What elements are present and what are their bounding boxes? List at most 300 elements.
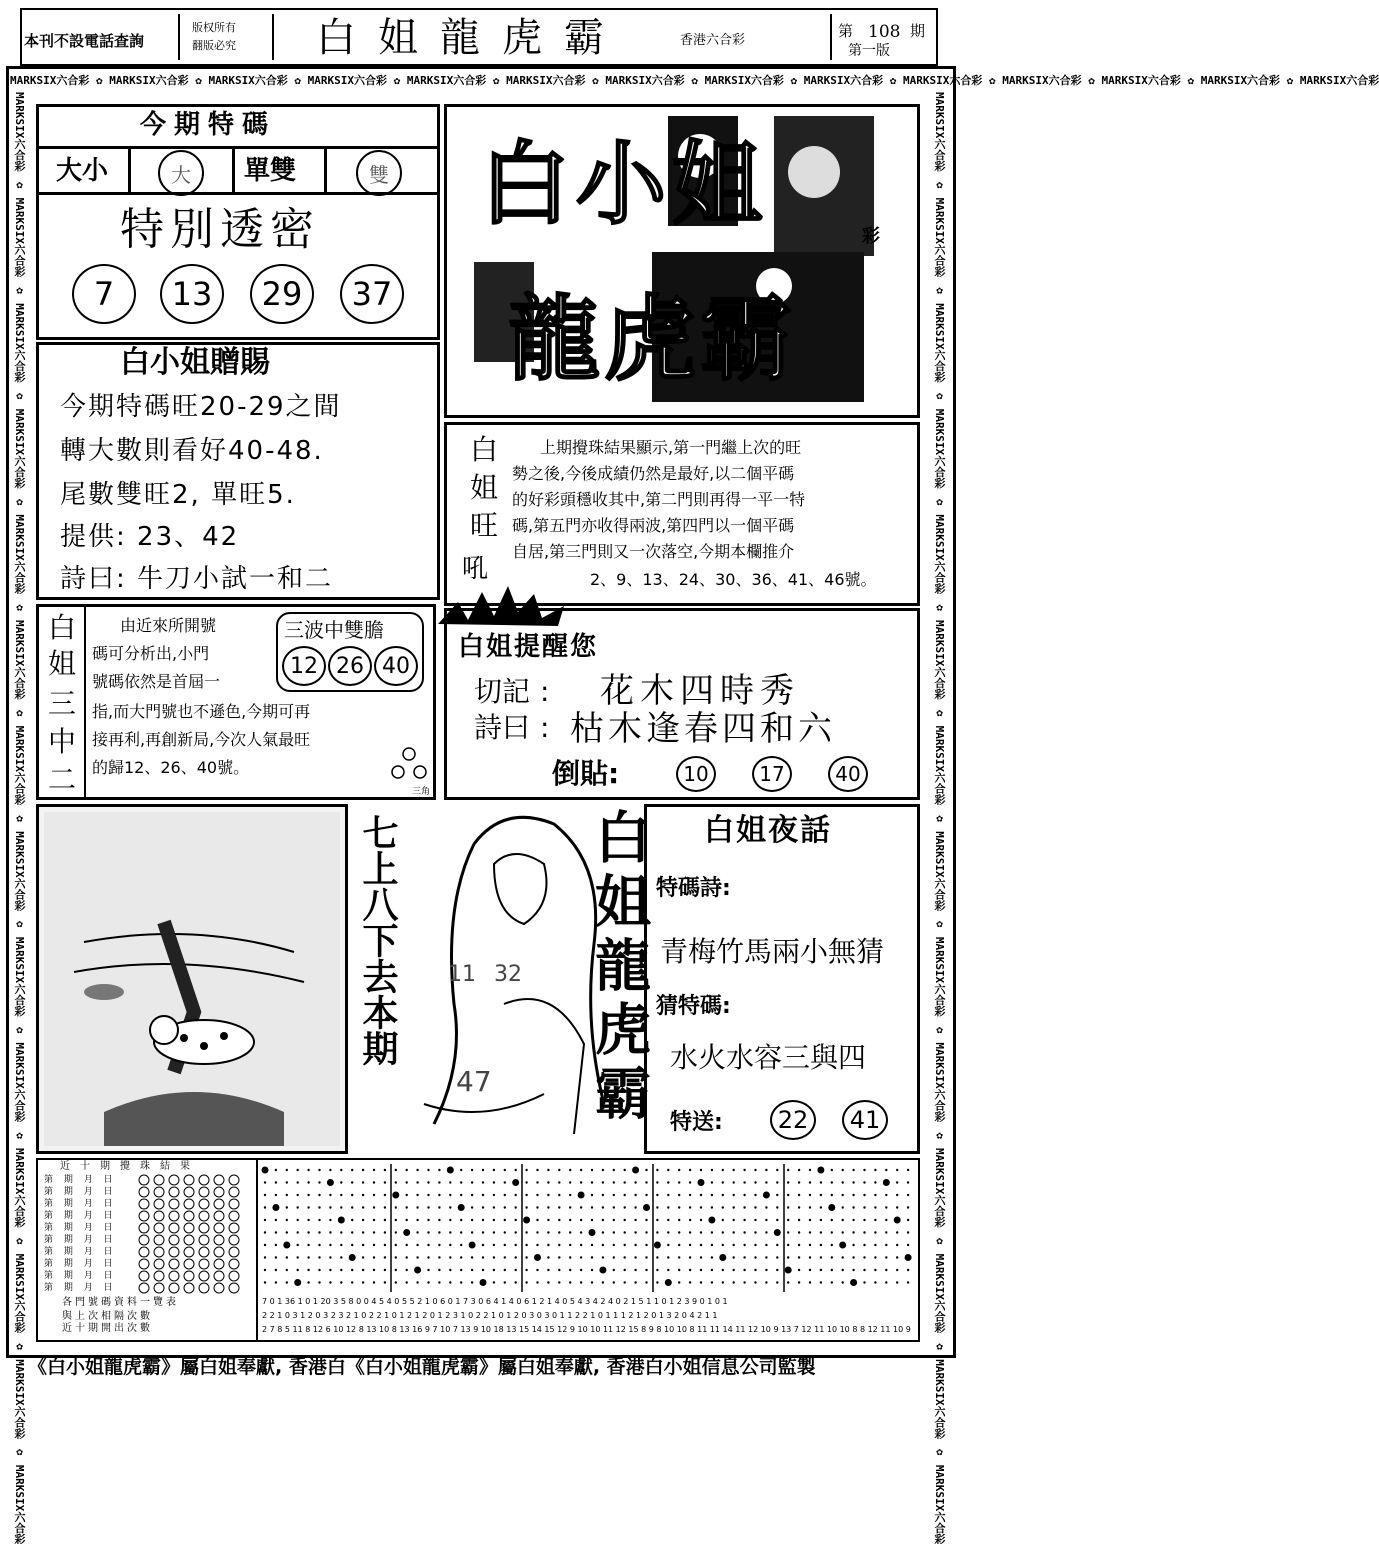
matrix-dot — [885, 1219, 887, 1221]
matrix-dot — [307, 1194, 309, 1196]
matrix-dot — [547, 1269, 549, 1271]
matrix-dot — [558, 1219, 560, 1221]
matrix-dot — [624, 1181, 626, 1183]
wang-text-6: 2、9、13、24、30、36、41、46號。 — [590, 570, 877, 589]
matrix-dot — [338, 1217, 345, 1224]
matrix-dot — [645, 1256, 647, 1258]
matrix-dot — [449, 1219, 451, 1221]
result-ball — [184, 1187, 194, 1197]
matrix-dot — [406, 1256, 408, 1258]
matrix-dot — [656, 1194, 658, 1196]
matrix-dot — [525, 1206, 527, 1208]
matrix-dot — [602, 1219, 604, 1221]
matrix-dot — [798, 1256, 800, 1258]
matrix-dot — [885, 1169, 887, 1171]
matrix-dot — [558, 1256, 560, 1258]
matrix-dot — [427, 1194, 429, 1196]
three-win-side-1: 白 — [48, 611, 77, 644]
matrix-dot — [632, 1167, 639, 1174]
matrix-dot — [558, 1244, 560, 1246]
matrix-dot — [297, 1256, 299, 1258]
matrix-dot — [776, 1194, 778, 1196]
matrix-dot — [264, 1256, 266, 1258]
matrix-dot — [613, 1169, 615, 1171]
result-ball — [154, 1259, 164, 1269]
matrix-dot — [634, 1219, 636, 1221]
matrix-dot — [349, 1254, 356, 1261]
matrix-dot — [798, 1181, 800, 1183]
gift-line-1: 今期特碼旺20-29之間 — [60, 392, 342, 422]
matrix-dot — [373, 1231, 375, 1233]
matrix-dot — [613, 1181, 615, 1183]
matrix-dot — [839, 1242, 846, 1249]
matrix-dot — [547, 1256, 549, 1258]
matrix-dot — [447, 1167, 454, 1174]
three-win-side-5: 二 — [48, 763, 77, 796]
matrix-dot — [667, 1169, 669, 1171]
result-ball — [229, 1223, 239, 1233]
matrix-dot — [525, 1169, 527, 1171]
result-ball — [139, 1211, 149, 1221]
matrix-dot — [700, 1256, 702, 1258]
matrix-dot — [896, 1256, 898, 1258]
matrix-dot — [907, 1269, 909, 1271]
matrix-dot — [384, 1244, 386, 1246]
matrix-dot — [624, 1169, 626, 1171]
matrix-dot — [482, 1231, 484, 1233]
matrix-dot — [809, 1281, 811, 1283]
matrix-dot — [774, 1229, 781, 1236]
matrix-dot — [776, 1281, 778, 1283]
header-divider-1 — [178, 14, 180, 60]
matrix-dot — [416, 1244, 418, 1246]
matrix-dot — [547, 1244, 549, 1246]
matrix-dot — [634, 1244, 636, 1246]
matrix-dot — [395, 1181, 397, 1183]
three-win-text-5: 接再利,再創新局,今次人氣最旺 — [92, 730, 311, 749]
matrix-dot — [754, 1231, 756, 1233]
matrix-dot — [896, 1194, 898, 1196]
matrix-dot — [384, 1181, 386, 1183]
matrix-dot — [842, 1219, 844, 1221]
paste-label: 倒貼: — [552, 757, 620, 790]
matrix-dot — [340, 1256, 342, 1258]
matrix-dot — [667, 1231, 669, 1233]
matrix-dot — [569, 1169, 571, 1171]
matrix-dot — [787, 1244, 789, 1246]
result-ball — [199, 1259, 209, 1269]
three-win-text-6: 的歸12、26、40號。 — [92, 758, 250, 777]
matrix-dot — [852, 1269, 854, 1271]
matrix-dot — [896, 1181, 898, 1183]
results-table-row-1: 與上次相隔次數 — [62, 1311, 153, 1322]
matrix-dot — [471, 1206, 473, 1208]
matrix-dot — [362, 1244, 364, 1246]
matrix-dot — [863, 1281, 865, 1283]
matrix-dot — [743, 1231, 745, 1233]
matrix-dot — [471, 1231, 473, 1233]
matrix-dot — [493, 1181, 495, 1183]
matrix-dot — [264, 1281, 266, 1283]
results-header: 近十期攪珠結果 — [60, 1161, 200, 1172]
three-win-text-3: 號碼依然是首屆一 — [92, 672, 221, 691]
matrix-dot — [743, 1269, 745, 1271]
matrix-dot — [733, 1194, 735, 1196]
matrix-dot — [634, 1231, 636, 1233]
secret-number-2 — [160, 264, 224, 324]
matrix-dot — [907, 1244, 909, 1246]
result-ball — [229, 1271, 239, 1281]
matrix-dot — [634, 1281, 636, 1283]
result-ball — [184, 1199, 194, 1209]
matrix-dot — [493, 1231, 495, 1233]
matrix-dot — [525, 1256, 527, 1258]
matrix-dot — [885, 1256, 887, 1258]
matrix-dot — [525, 1281, 527, 1283]
secret-number-1-text: 7 — [93, 275, 115, 313]
result-ball — [214, 1199, 224, 1209]
matrix-dot — [406, 1206, 408, 1208]
matrix-dot — [580, 1169, 582, 1171]
matrix-dot — [515, 1244, 517, 1246]
result-ball — [154, 1235, 164, 1245]
matrix-dot — [624, 1231, 626, 1233]
matrix-dot — [722, 1181, 724, 1183]
matrix-dot — [297, 1194, 299, 1196]
matrix-dot — [678, 1169, 680, 1171]
matrix-dot — [678, 1244, 680, 1246]
copyright-line2: 翻版必究 — [192, 39, 236, 52]
matrix-dot — [416, 1256, 418, 1258]
matrix-dot — [589, 1229, 596, 1236]
matrix-dot — [634, 1269, 636, 1271]
matrix-dot — [395, 1206, 397, 1208]
result-ball — [199, 1223, 209, 1233]
matrix-dot — [645, 1269, 647, 1271]
matrix-dot — [809, 1206, 811, 1208]
matrix-dot — [275, 1269, 277, 1271]
matrix-dot — [395, 1281, 397, 1283]
parity-label: 單雙 — [244, 156, 297, 186]
matrix-dot — [820, 1244, 822, 1246]
matrix-dot — [373, 1181, 375, 1183]
paste-number-2-text: 17 — [759, 762, 785, 786]
matrix-dot — [329, 1256, 331, 1258]
special-code-title: 今期特碼 — [140, 110, 277, 140]
matrix-dot — [711, 1194, 713, 1196]
result-ball — [169, 1211, 179, 1221]
matrix-dot — [820, 1181, 822, 1183]
matrix-dot — [362, 1269, 364, 1271]
results-dot-matrix — [260, 1164, 916, 1292]
matrix-dot — [624, 1219, 626, 1221]
result-ball — [184, 1175, 194, 1185]
matrix-dot — [297, 1206, 299, 1208]
matrix-dot — [874, 1244, 876, 1246]
result-ball — [154, 1223, 164, 1233]
matrix-dot — [776, 1169, 778, 1171]
matrix-dot — [591, 1269, 593, 1271]
night-gift-number-2 — [842, 1100, 888, 1140]
triangle-label: 三角 — [412, 787, 431, 797]
wang-text-2: 勢之後,今後成績仍然是最好,以二個平碼 — [512, 464, 795, 483]
matrix-dot — [536, 1206, 538, 1208]
matrix-dot — [558, 1206, 560, 1208]
matrix-dot — [602, 1231, 604, 1233]
matrix-dot — [602, 1244, 604, 1246]
matrix-dot — [327, 1179, 334, 1186]
matrix-dot — [373, 1244, 375, 1246]
result-ball — [214, 1247, 224, 1257]
matrix-dot — [896, 1244, 898, 1246]
matrix-dot — [362, 1256, 364, 1258]
matrix-dot — [678, 1194, 680, 1196]
matrix-dot — [798, 1219, 800, 1221]
matrix-dot — [831, 1169, 833, 1171]
result-ball — [139, 1199, 149, 1209]
special-code-rule — [36, 146, 440, 149]
results-ball-grid — [136, 1174, 256, 1298]
matrix-dot — [820, 1269, 822, 1271]
matrix-dot — [656, 1281, 658, 1283]
reminder-line1-text: 花木四時秀 — [600, 671, 800, 711]
matrix-dot — [634, 1256, 636, 1258]
secret-title: 特別透密 — [120, 204, 320, 255]
matrix-dot — [351, 1281, 353, 1283]
matrix-dot — [580, 1219, 582, 1221]
matrix-dot — [624, 1244, 626, 1246]
matrix-dot — [504, 1256, 506, 1258]
result-ball — [184, 1247, 194, 1257]
wave-title: 三波中雙膽 — [284, 618, 384, 642]
matrix-dot — [493, 1244, 495, 1246]
matrix-dot — [392, 1192, 399, 1199]
matrix-dot — [863, 1194, 865, 1196]
matrix-dot — [613, 1281, 615, 1283]
matrix-dot — [547, 1169, 549, 1171]
matrix-dot — [656, 1206, 658, 1208]
secret-number-4-text: 37 — [351, 275, 393, 313]
gift-box — [36, 342, 440, 600]
result-ball — [139, 1187, 149, 1197]
three-win-text-2: 碼可分析出,小門 — [92, 644, 210, 663]
matrix-dot — [733, 1219, 735, 1221]
matrix-dot — [460, 1194, 462, 1196]
matrix-dot — [580, 1244, 582, 1246]
matrix-dot — [427, 1244, 429, 1246]
matrix-dot — [515, 1169, 517, 1171]
matrix-dot — [765, 1181, 767, 1183]
matrix-dot — [602, 1181, 604, 1183]
matrix-dot — [471, 1281, 473, 1283]
matrix-dot — [471, 1219, 473, 1221]
matrix-dot — [351, 1181, 353, 1183]
matrix-dot — [438, 1219, 440, 1221]
matrix-dot — [852, 1181, 854, 1183]
matrix-dot — [329, 1169, 331, 1171]
matrix-dot — [678, 1256, 680, 1258]
matrix-dot — [785, 1267, 792, 1274]
matrix-dot — [427, 1219, 429, 1221]
result-ball — [139, 1235, 149, 1245]
matrix-dot — [842, 1256, 844, 1258]
matrix-dot — [525, 1181, 527, 1183]
matrix-dot — [307, 1231, 309, 1233]
result-ball — [154, 1247, 164, 1257]
matrix-dot — [351, 1244, 353, 1246]
result-ball — [154, 1271, 164, 1281]
matrix-dot — [438, 1206, 440, 1208]
matrix-dot — [708, 1217, 715, 1224]
matrix-dot — [373, 1219, 375, 1221]
matrix-dot — [384, 1281, 386, 1283]
matrix-dot — [362, 1169, 364, 1171]
matrix-dot — [275, 1231, 277, 1233]
matrix-dot — [787, 1256, 789, 1258]
matrix-dot — [907, 1206, 909, 1208]
matrix-dot — [689, 1244, 691, 1246]
reminder-line2-label: 詩曰 — [474, 711, 531, 744]
matrix-dot — [602, 1194, 604, 1196]
wave-number-2-text: 26 — [336, 653, 364, 679]
matrix-dot — [515, 1194, 517, 1196]
matrix-dot — [711, 1231, 713, 1233]
matrix-dot — [547, 1194, 549, 1196]
results-row-1: 第 期 月 日 — [44, 1175, 117, 1185]
matrix-dot — [765, 1231, 767, 1233]
digits-row-3: 2 7 8 5 11 8 12 6 10 12 8 13 10 8 13 16 9 7 10 7 13 9 10 18 13 15 14 15 12 9 10 10 11 12 15 8 9 8 10 10 8 11 11 14 11 12 10 9 13 7 12 11 10 10 8 8 12 11 10 9 — [262, 1325, 911, 1334]
matrix-dot — [809, 1169, 811, 1171]
matrix-dot — [384, 1206, 386, 1208]
matrix-dot — [307, 1256, 309, 1258]
matrix-dot — [689, 1181, 691, 1183]
leopard-painting — [44, 812, 340, 1146]
matrix-dot — [907, 1281, 909, 1283]
matrix-dot — [525, 1244, 527, 1246]
header-title: 白姐龍虎霸 — [316, 15, 626, 61]
matrix-dot — [667, 1256, 669, 1258]
secret-number-3 — [250, 264, 314, 324]
wang-side-2: 姐 — [470, 471, 499, 504]
matrix-dot — [656, 1256, 658, 1258]
matrix-dot — [689, 1269, 691, 1271]
matrix-dot — [591, 1256, 593, 1258]
result-ball — [169, 1259, 179, 1269]
matrix-dot — [547, 1181, 549, 1183]
matrix-dot — [787, 1194, 789, 1196]
matrix-dot — [711, 1256, 713, 1258]
matrix-dot — [275, 1194, 277, 1196]
matrix-dot — [743, 1194, 745, 1196]
matrix-dot — [482, 1269, 484, 1271]
copyright-line1: 版权所有 — [192, 21, 236, 34]
middle-side-title — [586, 808, 651, 1148]
result-ball — [139, 1223, 149, 1233]
paste-number-3 — [828, 756, 868, 792]
result-ball — [229, 1235, 239, 1245]
matrix-dot — [297, 1219, 299, 1221]
night-title: 白姐夜話 — [704, 813, 832, 848]
paste-number-2 — [752, 756, 792, 792]
matrix-dot — [504, 1206, 506, 1208]
matrix-dot — [894, 1217, 901, 1224]
matrix-dot — [504, 1231, 506, 1233]
matrix-dot — [852, 1231, 854, 1233]
matrix-dot — [678, 1206, 680, 1208]
results-grid-divider — [256, 1160, 258, 1340]
matrix-dot — [602, 1281, 604, 1283]
matrix-dot — [515, 1256, 517, 1258]
result-ball — [139, 1283, 149, 1293]
wave-number-2 — [328, 646, 372, 686]
matrix-dot — [733, 1169, 735, 1171]
matrix-dot — [863, 1269, 865, 1271]
matrix-dot — [471, 1269, 473, 1271]
matrix-dot — [406, 1244, 408, 1246]
matrix-dot — [286, 1281, 288, 1283]
matrix-dot — [820, 1219, 822, 1221]
matrix-dot — [427, 1206, 429, 1208]
result-ball — [229, 1187, 239, 1197]
matrix-dot — [667, 1181, 669, 1183]
wang-side-3: 旺 — [470, 509, 499, 542]
top-border-text: MARKSIX六合彩 ✿ MARKSIX六合彩 ✿ MARKSIX六合彩 ✿ MARKSIX六合彩 ✿ MARKSIX六合彩 ✿ MARKSIX六合彩 ✿ MARKSIX六合彩 ✿ MARKSIX六合彩 ✿ MARKSIX六合彩 ✿ MARKSIX六合彩 ✿ MARKSIX六合彩 ✿ MARKSIX六合彩 ✿ MARKSIX六合彩 ✿ MARKSIX六合彩 — [10, 74, 1379, 87]
logo-small: 彩 — [862, 226, 880, 247]
matrix-dot — [831, 1281, 833, 1283]
matrix-dot — [591, 1219, 593, 1221]
matrix-dot — [689, 1219, 691, 1221]
matrix-dot — [351, 1206, 353, 1208]
night-gift-number-1-text: 22 — [777, 1106, 809, 1134]
result-ball — [154, 1199, 164, 1209]
matrix-dot — [547, 1206, 549, 1208]
matrix-dot — [406, 1181, 408, 1183]
issue-number: 108 — [868, 22, 901, 42]
matrix-dot — [493, 1169, 495, 1171]
matrix-dot — [416, 1206, 418, 1208]
matrix-dot — [438, 1281, 440, 1283]
matrix-dot — [482, 1256, 484, 1258]
matrix-dot — [329, 1206, 331, 1208]
matrix-dot — [449, 1194, 451, 1196]
result-ball — [199, 1211, 209, 1221]
matrix-dot — [547, 1219, 549, 1221]
matrix-dot — [852, 1244, 854, 1246]
matrix-dot — [776, 1244, 778, 1246]
matrix-dot — [820, 1231, 822, 1233]
matrix-dot — [264, 1219, 266, 1221]
matrix-dot — [634, 1206, 636, 1208]
matrix-dot — [351, 1269, 353, 1271]
matrix-dot — [765, 1269, 767, 1271]
matrix-dot — [842, 1194, 844, 1196]
matrix-dot — [307, 1169, 309, 1171]
result-ball — [184, 1259, 194, 1269]
matrix-dot — [460, 1256, 462, 1258]
matrix-dot — [743, 1281, 745, 1283]
matrix-dot — [863, 1231, 865, 1233]
matrix-dot — [536, 1169, 538, 1171]
matrix-dot — [842, 1269, 844, 1271]
matrix-dot — [384, 1169, 386, 1171]
gift-line-5: 詩曰: 牛刀小試一和二 — [60, 564, 334, 594]
matrix-dot — [536, 1281, 538, 1283]
matrix-dot — [406, 1194, 408, 1196]
matrix-dot — [471, 1181, 473, 1183]
matrix-dot — [634, 1194, 636, 1196]
matrix-dot — [798, 1206, 800, 1208]
matrix-dot — [493, 1194, 495, 1196]
